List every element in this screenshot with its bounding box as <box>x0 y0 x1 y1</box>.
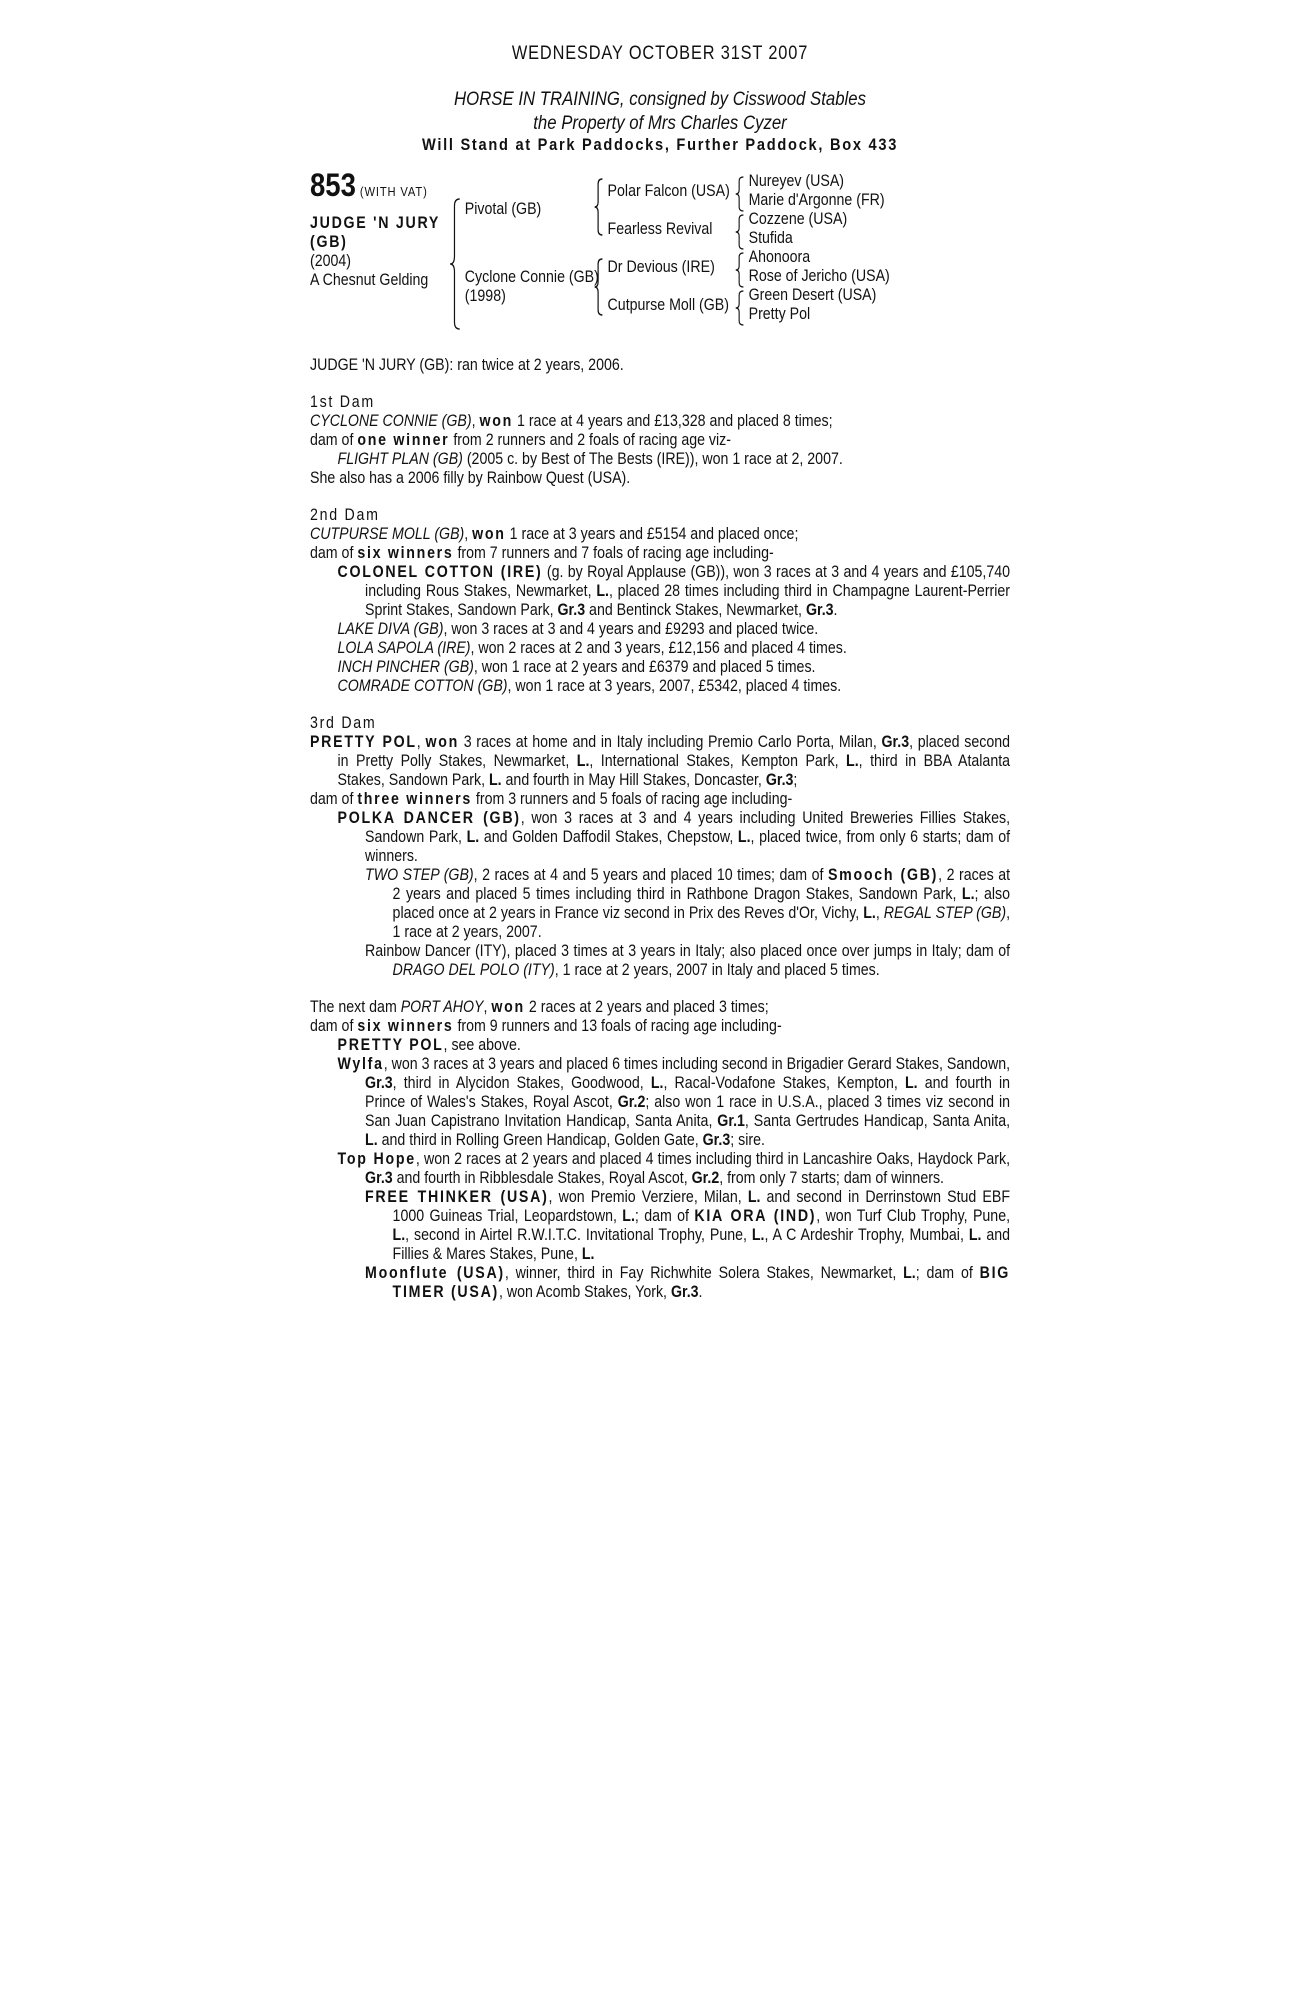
next-dam-produce: dam of six winners from 9 runners and 13 foals of racing age including- <box>310 1017 782 1035</box>
brace-g4 <box>735 290 745 326</box>
progeny-lola-sapola: LOLA SAPOLA (IRE), won 2 races at 2 and 3 years, £12,156 and placed 4 times. <box>337 639 847 657</box>
stand-location: Will Stand at Park Paddocks, Further Paddock, Box 433 <box>421 135 899 154</box>
third-dam-record: PRETTY POL, won 3 races at home and in Italy including Premio Carlo Porta, Milan, Gr.3, placed second in Pretty Polly Stakes, Newmarket, L., International Stakes, Kempton Park, L., third in BBA Atalanta Stakes, Sandown Park, L. and fourth in May Hill Stakes, Doncaster, Gr.3; <box>310 733 1011 789</box>
grandparent-7: Green Desert (USA) <box>748 286 877 304</box>
brace-g2 <box>735 214 745 250</box>
progeny-polka-dancer: POLKA DANCER (GB), won 3 races at 3 and 4 years including United Breweries Fillies Stakes, Sandown Park, L. and Golden Daffodil Stakes, Chepstow, L., placed twice, from only 6 starts; dam of winners. <box>337 809 1011 865</box>
third-dam-heading: 3rd Dam <box>310 714 377 732</box>
progeny-two-step: TWO STEP (GB), 2 races at 4 and 5 years and placed 10 times; dam of Smooch (GB), 2 races at 2 years and placed 5 times including third in Rathbone Dragon Stakes, Sandown Park, L.; also placed once at 2 years in France viz second in Prix des Reves d'Or, Vichy, L., REGAL STEP (GB), 1 race at 2 years, 2007. <box>365 866 1011 941</box>
first-dam-heading: 1st Dam <box>310 393 375 411</box>
grandparent-3: Cozzene (USA) <box>748 210 848 228</box>
pedigree-table <box>310 167 1010 342</box>
grandparent-4: Stufida <box>748 229 793 247</box>
horse-country: (GB) <box>310 233 348 251</box>
progeny-colonel-cotton: COLONEL COTTON (IRE) (g. by Royal Applause (GB)), won 3 races at 3 and 4 years and £105,740 including Rous Stakes, Newmarket, L., placed 28 times including third in Champagne Laurent-Perrier Sprint Stakes, Sandown Park, Gr.3 and Bentinck Stakes, Newmarket, Gr.3. <box>337 563 1011 619</box>
sire-dam: Fearless Revival <box>607 220 713 238</box>
second-dam-heading: 2nd Dam <box>310 506 380 524</box>
catalogue-page <box>310 43 1011 1302</box>
first-dam-produce: dam of one winner from 2 runners and 2 foals of racing age viz- <box>310 431 732 449</box>
grandparent-1: Nureyev (USA) <box>748 172 845 190</box>
dam: Cyclone Connie (GB) <box>464 268 599 286</box>
progeny-moonflute: Moonflute (USA), winner, third in Fay Richwhite Solera Stakes, Newmarket, L.; dam of BIG TIMER (USA), won Acomb Stakes, York, Gr.3. <box>365 1264 1011 1301</box>
grandparent-2: Marie d'Argonne (FR) <box>748 191 885 209</box>
grandparent-6: Rose of Jericho (USA) <box>748 267 890 285</box>
vat-note: (WITH VAT) <box>359 184 428 199</box>
progeny-pretty-pol: PRETTY POL, see above. <box>337 1036 521 1054</box>
lot-heading <box>310 167 428 203</box>
first-dam-record: CYCLONE CONNIE (GB), won 1 race at 4 years and £13,328 and placed 8 times; <box>310 412 833 430</box>
dam-dam: Cutpurse Moll (GB) <box>607 296 729 314</box>
dam-line-brace <box>594 258 604 316</box>
lot-number: 853 <box>310 167 356 203</box>
sire-dam-brace <box>449 198 461 330</box>
progeny-lake-diva: LAKE DIVA (GB), won 3 races at 3 and 4 years and £9293 and placed twice. <box>337 620 819 638</box>
property-line: the Property of Mrs Charles Cyzer <box>533 112 787 134</box>
sire-sire: Polar Falcon (USA) <box>607 182 730 200</box>
grandparent-5: Ahonoora <box>748 248 811 266</box>
first-dam-progeny: FLIGHT PLAN (GB) (2005 c. by Best of The Bests (IRE)), won 1 race at 2, 2007. <box>337 450 843 468</box>
dam-year: (1998) <box>464 287 506 305</box>
progeny-rainbow-dancer: Rainbow Dancer (ITY), placed 3 times at 3 years in Italy; also placed once over jumps in Italy; dam of DRAGO DEL POLO (ITY), 1 race at 2 years, 2007 in Italy and placed 5 times. <box>365 942 1011 979</box>
third-dam-produce: dam of three winners from 3 runners and 5 foals of racing age including- <box>310 790 793 808</box>
progeny-comrade-cotton: COMRADE COTTON (GB), won 1 race at 3 years, 2007, £5342, placed 4 times. <box>337 677 842 695</box>
horse-year: (2004) <box>310 252 352 270</box>
horse-description: A Chesnut Gelding <box>310 271 429 289</box>
dam-sire: Dr Devious (IRE) <box>607 258 715 276</box>
sale-date: WEDNESDAY OCTOBER 31ST 2007 <box>511 43 809 64</box>
second-dam-record: CUTPURSE MOLL (GB), won 1 race at 3 years and £5154 and placed once; <box>310 525 799 543</box>
sire-line-brace <box>594 178 604 236</box>
next-dam-record: The next dam PORT AHOY, won 2 races at 2 years and placed 3 times; <box>310 998 769 1016</box>
progeny-wylfa: Wylfa, won 3 races at 3 years and placed 6 times including second in Brigadier Gerard Stakes, Sandown, Gr.3, third in Alycidon Stakes, Goodwood, L., Racal-Vodafone Stakes, Kempton, L. and fourth in Prince of Wales's Stakes, Royal Ascot, Gr.2; also won 1 race in U.S.A., placed 3 times viz second in San Juan Capistrano Invitation Handicap, Santa Anita, Gr.1, Santa Gertrudes Handicap, Santa Anita, L. and third in Rolling Green Handicap, Golden Gate, Gr.3; sire. <box>337 1055 1011 1149</box>
progeny-top-hope: Top Hope, won 2 races at 2 years and placed 4 times including third in Lancashire Oaks, Haydock Park, Gr.3 and fourth in Ribblesdale Stakes, Royal Ascot, Gr.2, from only 7 starts; dam of winners. <box>337 1150 1011 1187</box>
horse-name: JUDGE 'N JURY <box>310 214 441 232</box>
progeny-free-thinker: FREE THINKER (USA), won Premio Verziere, Milan, L. and second in Derrinstown Stud EBF 1000 Guineas Trial, Leopardstown, L.; dam of KIA ORA (IND), won Turf Club Trophy, Pune, L., second in Airtel R.W.I.T.C. Invitational Trophy, Pune, L., A C Ardeshir Trophy, Mumbai, L. and Fillies & Mares Stakes, Pune, L. <box>365 1188 1011 1263</box>
sire: Pivotal (GB) <box>464 200 542 218</box>
first-dam-also: She also has a 2006 filly by Rainbow Quest (USA). <box>310 469 631 487</box>
brace-g1 <box>735 176 745 212</box>
progeny-inch-pincher: INCH PINCHER (GB), won 1 race at 2 years and £6379 and placed 5 times. <box>337 658 816 676</box>
consignment-line: HORSE IN TRAINING, consigned by Cisswood Stables <box>454 88 866 110</box>
grandparent-8: Pretty Pol <box>748 305 811 323</box>
racing-summary: JUDGE 'N JURY (GB): ran twice at 2 years, 2006. <box>310 356 624 374</box>
second-dam-produce: dam of six winners from 7 runners and 7 foals of racing age including- <box>310 544 774 562</box>
brace-g3 <box>735 252 745 288</box>
